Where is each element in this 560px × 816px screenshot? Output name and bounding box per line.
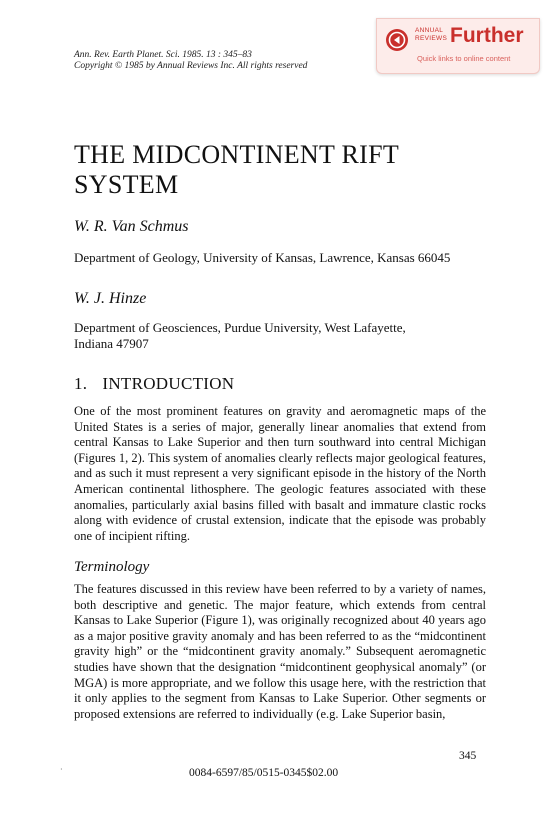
annual-reviews-logo-icon <box>386 29 408 51</box>
author-affiliation <box>74 320 494 352</box>
further-subtitle[interactable]: Quick links to online content <box>417 54 511 63</box>
section-number: 1. <box>74 374 88 393</box>
wordmark-reviews: REVIEWS <box>415 34 448 42</box>
author-name: W. R. Van Schmus <box>74 218 189 235</box>
margin-mark: · <box>60 765 63 774</box>
section-heading <box>74 374 234 394</box>
author-name: W. J. Hinze <box>74 290 147 307</box>
citation-line-2: Copyright © 1985 by Annual Reviews Inc. All rights reserved <box>74 61 308 71</box>
wordmark-annual: ANNUAL <box>415 27 444 34</box>
author-affiliation: Department of Geology, University of Kansas, Lawrence, Kansas 66045 <box>74 250 451 265</box>
affiliation-line-1: Department of Geosciences, Purdue University, West Lafayette, <box>74 320 406 335</box>
annual-reviews-wordmark <box>415 27 447 42</box>
journal-citation <box>74 50 307 72</box>
affiliation-line-2: Indiana 47907 <box>74 336 149 351</box>
annual-reviews-further-banner[interactable] <box>376 18 540 74</box>
title-line-1: THE MIDCONTINENT RIFT <box>74 140 400 169</box>
article-code: 0084-6597/85/0515-0345$02.00 <box>189 767 339 779</box>
section-title: INTRODUCTION <box>102 374 235 393</box>
introduction-paragraph: One of the most prominent features on gravity and aeromagnetic maps of the United States is a series of major, generally linear anomalies that extend from central Kansas to Lake Superior and then turn southward into central Michigan (Figures 1, 2). This system of anomalies clearly reflects major geological features, and as such it must represent a very significant episode in the history of the North American continental lithosphere. The geologic features associated with these anomalies, particularly axial basins filled with basalt and immature clastic rocks along with evidence of crustal extension, indicate that the episode was probably one of incipient rifting. <box>74 404 486 543</box>
article-title <box>74 140 494 200</box>
further-label: Further <box>450 24 524 47</box>
title-line-2: SYSTEM <box>74 170 179 199</box>
terminology-paragraph: The features discussed in this review have been referred to by a variety of names, both descriptive and genetic. The major feature, which extends from central Kansas to Lake Superior (Figure 1), was originally recognized about 40 years ago as a major positive gravity anomaly and has been referred to as the “midcontinent gravity high” or the “midcontinent gravity anomaly.” Subsequent aeromagnetic studies have shown that the designation “midcontinent geophysical anomaly” (or MGA) is more appropriate, and we follow this usage here, with the restriction that it only applies to the segment from Kansas to Lake Superior. Other segments or proposed extensions are referred to individually (e.g. Lake Superior basin, <box>74 582 486 721</box>
page-number: 345 <box>459 750 477 762</box>
subsection-heading: Terminology <box>74 559 150 575</box>
citation-line-1: Ann. Rev. Earth Planet. Sci. 1985. 13 : 345–83 <box>74 50 252 60</box>
